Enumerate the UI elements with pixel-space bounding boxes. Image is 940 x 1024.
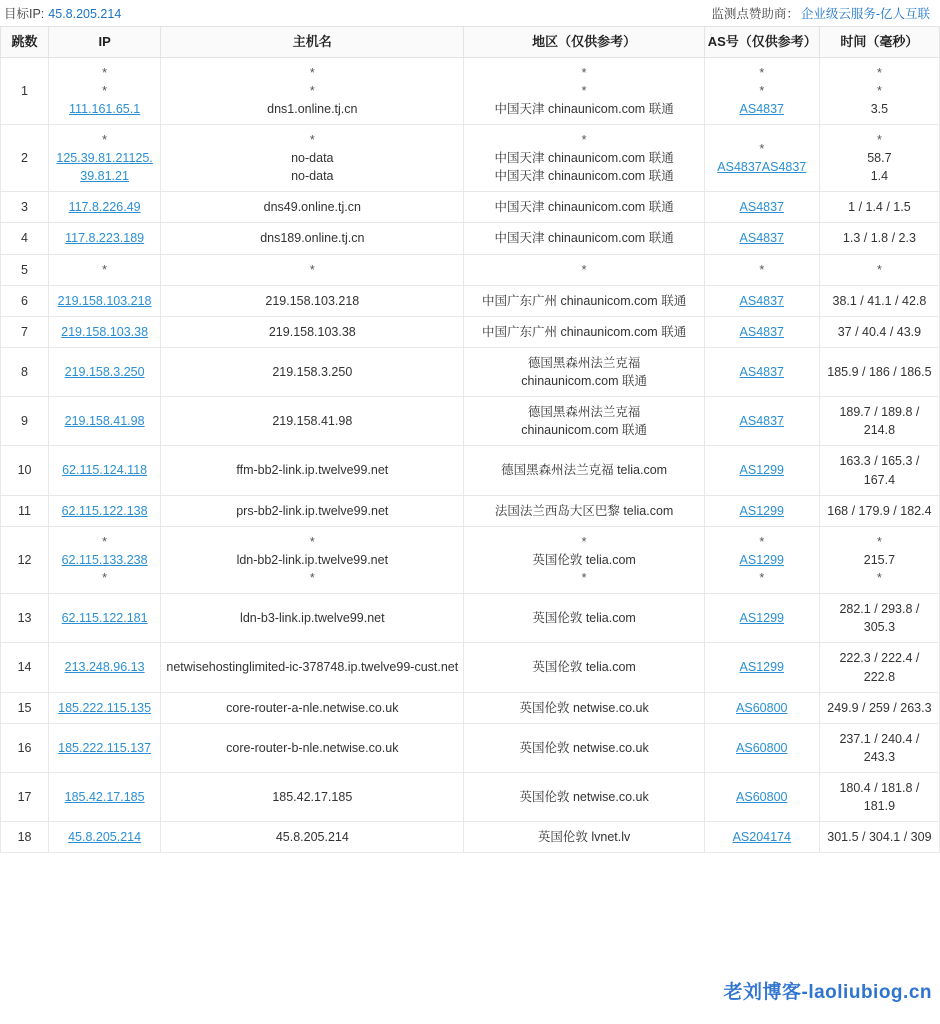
- hostname-cell: [161, 254, 464, 285]
- latency-cell: [819, 723, 939, 772]
- table-row: [1, 446, 940, 495]
- hostname-cell: [161, 223, 464, 254]
- hop-number: 1: [1, 57, 49, 124]
- hostname-cell-value: 219.158.103.218: [265, 293, 360, 308]
- table-row: [1, 723, 940, 772]
- ip-link[interactable]: 125.39.81.21: [56, 151, 129, 166]
- hostname-cell-value: 219.158.41.98: [272, 414, 353, 429]
- ip-cell: [49, 594, 161, 643]
- asn-cell: [704, 446, 819, 495]
- ip-cell: [49, 773, 161, 822]
- latency-cell: [819, 594, 939, 643]
- ip-cell: [49, 223, 161, 254]
- latency-cell-value: 38.1 / 41.1 / 42.8: [832, 293, 927, 308]
- no-response-marker: *: [876, 83, 882, 98]
- ip-link[interactable]: 117.8.226.49: [68, 200, 141, 215]
- hostname-cell-value: 219.158.3.250: [272, 364, 353, 379]
- asn-cell: [704, 254, 819, 285]
- hop-number: 16: [1, 723, 49, 772]
- hostname-cell-value: ldn-bb2-link.ip.twelve99.net: [236, 552, 389, 567]
- latency-cell: [819, 643, 939, 692]
- geo-cell: [464, 773, 704, 822]
- no-response-marker: *: [309, 132, 315, 147]
- no-response-marker: *: [876, 534, 882, 549]
- hop-number: 2: [1, 124, 49, 191]
- column-header-hop: 跳数: [1, 27, 49, 58]
- hostname-cell: [161, 643, 464, 692]
- table-row: [1, 316, 940, 347]
- ip-link[interactable]: 219.158.41.98: [64, 414, 145, 429]
- asn-link[interactable]: AS4837: [717, 160, 762, 175]
- hostname-cell: [161, 594, 464, 643]
- asn-link[interactable]: AS4837: [761, 160, 807, 175]
- ip-cell: [49, 446, 161, 495]
- asn-cell: [704, 285, 819, 316]
- table-row: [1, 773, 940, 822]
- latency-cell: [819, 124, 939, 191]
- table-row: [1, 124, 940, 191]
- latency-cell-value: 180.4 / 181.8 / 181.9: [839, 781, 920, 814]
- ip-link[interactable]: 185.42.17.185: [64, 790, 145, 805]
- hostname-cell-value: netwisehostinglimited-ic-378748.ip.twelve99-cust.net: [166, 660, 459, 675]
- asn-link[interactable]: AS4837: [739, 200, 785, 215]
- no-response-marker: *: [759, 65, 765, 80]
- hop-number: 18: [1, 822, 49, 853]
- table-row: [1, 526, 940, 593]
- column-header-ip: IP: [49, 27, 161, 58]
- asn-link[interactable]: AS4837: [739, 231, 785, 246]
- asn-cell: [704, 773, 819, 822]
- no-response-marker: *: [102, 571, 108, 586]
- no-response-marker: *: [876, 132, 882, 147]
- hop-number: 4: [1, 223, 49, 254]
- target-ip-label: 目标IP:: [4, 7, 45, 21]
- latency-cell-value: 301.5 / 304.1 / 309: [827, 830, 932, 845]
- geo-cell: [464, 254, 704, 285]
- latency-cell: [819, 57, 939, 124]
- geo-cell: [464, 526, 704, 593]
- asn-cell: [704, 643, 819, 692]
- latency-cell: [819, 526, 939, 593]
- hop-number: 12: [1, 526, 49, 593]
- geo-cell-value: 德国黑森州法兰克福: [527, 405, 641, 420]
- sponsor-label: 监测点赞助商：: [711, 7, 799, 21]
- latency-cell-value: 189.7 / 189.8 / 214.8: [839, 405, 920, 438]
- geo-cell: [464, 223, 704, 254]
- hostname-cell-value: dns49.online.tj.cn: [263, 200, 361, 215]
- latency-cell-value: 3.5: [870, 101, 889, 116]
- table-body: [1, 57, 940, 853]
- hop-number: 7: [1, 316, 49, 347]
- no-response-marker: *: [309, 65, 315, 80]
- no-response-marker: *: [759, 83, 765, 98]
- no-response-marker: *: [759, 571, 765, 586]
- ip-link[interactable]: 62.115.122.181: [61, 611, 148, 626]
- ip-cell: [49, 822, 161, 853]
- hostname-cell-value: 219.158.103.38: [268, 324, 356, 339]
- ip-cell: [49, 316, 161, 347]
- geo-cell-value: 中国天津 chinaunicom.com 联通: [494, 169, 674, 184]
- ip-link[interactable]: 62.115.133.238: [61, 552, 148, 567]
- geo-cell: [464, 643, 704, 692]
- geo-cell: [464, 316, 704, 347]
- asn-cell: [704, 192, 819, 223]
- no-response-marker: *: [309, 534, 315, 549]
- ip-cell: [49, 692, 161, 723]
- hop-number: 5: [1, 254, 49, 285]
- no-response-marker: *: [581, 132, 587, 147]
- latency-cell: [819, 192, 939, 223]
- no-response-marker: *: [876, 65, 882, 80]
- latency-cell: [819, 316, 939, 347]
- geo-cell-value: 英国伦敦 telia.com: [532, 660, 636, 675]
- ip-link[interactable]: 62.115.124.118: [62, 463, 148, 478]
- geo-cell-value: chinaunicom.com 联通: [521, 374, 647, 389]
- sponsor-group: [711, 4, 930, 22]
- latency-cell-value: 282.1 / 293.8 / 305.3: [839, 602, 920, 635]
- geo-cell: [464, 124, 704, 191]
- geo-cell: [464, 57, 704, 124]
- table-row: [1, 822, 940, 853]
- geo-cell-value: 中国广东广州 chinaunicom.com 联通: [481, 293, 687, 308]
- table-row: [1, 223, 940, 254]
- hostname-cell-value: ffm-bb2-link.ip.twelve99.net: [236, 463, 389, 478]
- hostname-cell-value: no-data: [291, 169, 334, 184]
- latency-cell-value: 249.9 / 259 / 263.3: [827, 700, 932, 715]
- table-row: [1, 495, 940, 526]
- geo-cell: [464, 692, 704, 723]
- geo-cell-value: 中国天津 chinaunicom.com 联通: [494, 151, 674, 166]
- asn-cell: [704, 495, 819, 526]
- hop-number: 15: [1, 692, 49, 723]
- hostname-cell: [161, 822, 464, 853]
- hop-number: 13: [1, 594, 49, 643]
- asn-link[interactable]: AS60800: [736, 740, 788, 755]
- latency-cell: [819, 223, 939, 254]
- latency-cell: [819, 347, 939, 396]
- column-header-time: 时间（毫秒）: [819, 27, 939, 58]
- latency-cell: [819, 692, 939, 723]
- table-row: [1, 692, 940, 723]
- asn-cell: [704, 316, 819, 347]
- asn-link[interactable]: AS4837: [739, 414, 785, 429]
- table-row: [1, 192, 940, 223]
- geo-cell-value: 中国天津 chinaunicom.com 联通: [494, 231, 674, 246]
- geo-cell-value: 中国天津 chinaunicom.com 联通: [494, 101, 674, 116]
- ip-link[interactable]: 111.161.65.1: [69, 101, 141, 116]
- hostname-cell: [161, 192, 464, 223]
- sponsor-link[interactable]: 企业级云服务-亿人互联: [800, 7, 930, 21]
- asn-cell: [704, 124, 819, 191]
- ip-link[interactable]: 219.158.103.38: [61, 324, 149, 339]
- latency-cell-value: 185.9 / 186 / 186.5: [827, 364, 932, 379]
- latency-cell-value: 168 / 179.9 / 182.4: [827, 503, 932, 518]
- geo-cell: [464, 446, 704, 495]
- hop-number: 11: [1, 495, 49, 526]
- no-response-marker: *: [876, 571, 882, 586]
- hostname-cell: [161, 526, 464, 593]
- ip-link[interactable]: 185.222.115.137: [58, 740, 152, 755]
- ip-cell: [49, 643, 161, 692]
- latency-cell-value: 58.7: [867, 151, 892, 166]
- latency-cell: [819, 822, 939, 853]
- latency-cell: [819, 397, 939, 446]
- hostname-cell-value: dns1.online.tj.cn: [267, 101, 358, 116]
- asn-cell: [704, 692, 819, 723]
- asn-link[interactable]: AS1299: [739, 503, 785, 518]
- geo-cell: [464, 347, 704, 396]
- hostname-cell-value: no-data: [291, 151, 334, 166]
- hostname-cell-value: 185.42.17.185: [272, 790, 353, 805]
- hostname-cell-value: dns189.online.tj.cn: [260, 231, 365, 246]
- geo-cell-value: 德国黑森州法兰克福: [527, 355, 641, 370]
- hostname-cell-value: 45.8.205.214: [275, 830, 349, 845]
- hostname-cell-value: core-router-b-nle.netwise.co.uk: [226, 740, 399, 755]
- table-row: [1, 285, 940, 316]
- geo-cell: [464, 285, 704, 316]
- asn-cell: [704, 723, 819, 772]
- asn-link[interactable]: AS60800: [736, 700, 788, 715]
- latency-cell: [819, 285, 939, 316]
- no-response-marker: *: [759, 262, 765, 277]
- no-response-marker: *: [759, 534, 765, 549]
- no-response-marker: *: [102, 534, 108, 549]
- target-ip-group: [4, 4, 121, 22]
- no-response-marker: *: [102, 65, 108, 80]
- ip-link[interactable]: 45.8.205.214: [68, 830, 142, 845]
- latency-cell-value: 1.3 / 1.8 / 2.3: [842, 231, 916, 246]
- latency-cell: [819, 495, 939, 526]
- latency-cell-value: 215.7: [863, 552, 896, 567]
- asn-link[interactable]: AS1299: [739, 463, 785, 478]
- hostname-cell: [161, 723, 464, 772]
- asn-link[interactable]: AS204174: [732, 830, 791, 845]
- ip-cell: [49, 285, 161, 316]
- asn-cell: [704, 822, 819, 853]
- column-header-geo: 地区（仅供参考）: [464, 27, 704, 58]
- ip-cell: [49, 192, 161, 223]
- geo-cell-value: 中国广东广州 chinaunicom.com 联通: [481, 324, 687, 339]
- ip-link[interactable]: 185.222.115.135: [58, 700, 152, 715]
- geo-cell-value: 中国天津 chinaunicom.com 联通: [494, 200, 674, 215]
- asn-cell: [704, 347, 819, 396]
- no-response-marker: *: [581, 262, 587, 277]
- hop-number: 3: [1, 192, 49, 223]
- geo-cell: [464, 723, 704, 772]
- geo-cell-value: 英国伦敦 netwise.co.uk: [519, 700, 649, 715]
- ip-cell: [49, 495, 161, 526]
- asn-link[interactable]: AS60800: [736, 790, 788, 805]
- geo-cell-value: 英国伦敦 netwise.co.uk: [519, 740, 649, 755]
- hop-number: 6: [1, 285, 49, 316]
- geo-cell: [464, 397, 704, 446]
- asn-cell: [704, 594, 819, 643]
- latency-cell-value: 37 / 40.4 / 43.9: [837, 324, 922, 339]
- hop-number: 14: [1, 643, 49, 692]
- target-ip-value[interactable]: 45.8.205.214: [48, 7, 122, 21]
- geo-cell-value: 英国伦敦 netwise.co.uk: [519, 790, 649, 805]
- no-response-marker: *: [581, 83, 587, 98]
- no-response-marker: *: [102, 262, 108, 277]
- latency-cell-value: 1.4: [870, 169, 889, 184]
- no-response-marker: *: [102, 83, 108, 98]
- hostname-cell: [161, 446, 464, 495]
- hop-number: 8: [1, 347, 49, 396]
- hostname-cell: [161, 773, 464, 822]
- asn-cell: [704, 526, 819, 593]
- table-row: [1, 347, 940, 396]
- asn-link[interactable]: AS4837: [739, 101, 785, 116]
- no-response-marker: *: [102, 132, 108, 147]
- table-header-row: [1, 27, 940, 58]
- latency-cell: [819, 254, 939, 285]
- ip-cell: [49, 347, 161, 396]
- ip-cell: [49, 526, 161, 593]
- column-header-asn: AS号（仅供参考）: [704, 27, 819, 58]
- latency-cell-value: 1 / 1.4 / 1.5: [848, 200, 911, 215]
- asn-link[interactable]: AS1299: [739, 611, 785, 626]
- ip-cell: [49, 57, 161, 124]
- latency-cell-value: 237.1 / 240.4 / 243.3: [839, 731, 920, 764]
- geo-cell: [464, 594, 704, 643]
- asn-link[interactable]: AS4837: [739, 324, 785, 339]
- latency-cell: [819, 773, 939, 822]
- ip-link[interactable]: 219.158.3.250: [64, 364, 145, 379]
- hostname-cell-value: prs-bb2-link.ip.twelve99.net: [236, 503, 389, 518]
- no-response-marker: *: [581, 571, 587, 586]
- table-row: [1, 643, 940, 692]
- hostname-cell-value: ldn-b3-link.ip.twelve99.net: [240, 611, 385, 626]
- geo-cell-value: 英国伦敦 telia.com: [532, 552, 636, 567]
- table-row: [1, 594, 940, 643]
- table-row: [1, 57, 940, 124]
- latency-cell: [819, 446, 939, 495]
- no-response-marker: *: [309, 571, 315, 586]
- info-bar: [0, 0, 940, 26]
- ip-link[interactable]: 125.39.81.21: [80, 151, 153, 184]
- geo-cell-value: 英国伦敦 telia.com: [532, 611, 636, 626]
- asn-cell: [704, 397, 819, 446]
- ip-link[interactable]: 117.8.223.189: [65, 231, 145, 246]
- geo-cell: [464, 495, 704, 526]
- hostname-cell: [161, 397, 464, 446]
- no-response-marker: *: [309, 262, 315, 277]
- geo-cell: [464, 822, 704, 853]
- no-response-marker: *: [581, 65, 587, 80]
- ip-cell: [49, 254, 161, 285]
- ip-link[interactable]: 213.248.96.13: [64, 660, 145, 675]
- geo-cell-value: 法国法兰西岛大区巴黎 telia.com: [494, 503, 674, 518]
- ip-cell: [49, 124, 161, 191]
- ip-cell: [49, 397, 161, 446]
- asn-link[interactable]: AS1299: [739, 552, 785, 567]
- no-response-marker: *: [309, 83, 315, 98]
- geo-cell-value: 英国伦敦 lvnet.lv: [537, 830, 631, 845]
- hostname-cell-value: core-router-a-nle.netwise.co.uk: [226, 700, 399, 715]
- asn-link[interactable]: AS4837: [739, 293, 785, 308]
- asn-link[interactable]: AS4837: [739, 364, 785, 379]
- hostname-cell: [161, 57, 464, 124]
- traceroute-table: [0, 26, 940, 853]
- ip-cell: [49, 723, 161, 772]
- latency-cell-value: 222.3 / 222.4 / 222.8: [839, 651, 920, 684]
- no-response-marker: *: [759, 141, 765, 156]
- hostname-cell: [161, 347, 464, 396]
- hostname-cell: [161, 692, 464, 723]
- table-row: [1, 397, 940, 446]
- hop-number: 10: [1, 446, 49, 495]
- geo-cell: [464, 192, 704, 223]
- hop-number: 17: [1, 773, 49, 822]
- geo-cell-value: 德国黑森州法兰克福 telia.com: [501, 463, 668, 478]
- no-response-marker: *: [876, 262, 882, 277]
- watermark: 老刘博客-laoliubiog.cn: [723, 982, 932, 1003]
- column-header-host: 主机名: [161, 27, 464, 58]
- ip-link[interactable]: 219.158.103.218: [57, 293, 152, 308]
- geo-cell-value: chinaunicom.com 联通: [521, 423, 647, 438]
- asn-cell: [704, 57, 819, 124]
- ip-link[interactable]: 62.115.122.138: [61, 503, 148, 518]
- hostname-cell: [161, 285, 464, 316]
- hostname-cell: [161, 495, 464, 526]
- hop-number: 9: [1, 397, 49, 446]
- hostname-cell: [161, 316, 464, 347]
- latency-cell-value: 163.3 / 165.3 / 167.4: [839, 454, 920, 487]
- table-row: [1, 254, 940, 285]
- no-response-marker: *: [581, 534, 587, 549]
- hostname-cell: [161, 124, 464, 191]
- asn-cell: [704, 223, 819, 254]
- asn-link[interactable]: AS1299: [739, 660, 785, 675]
